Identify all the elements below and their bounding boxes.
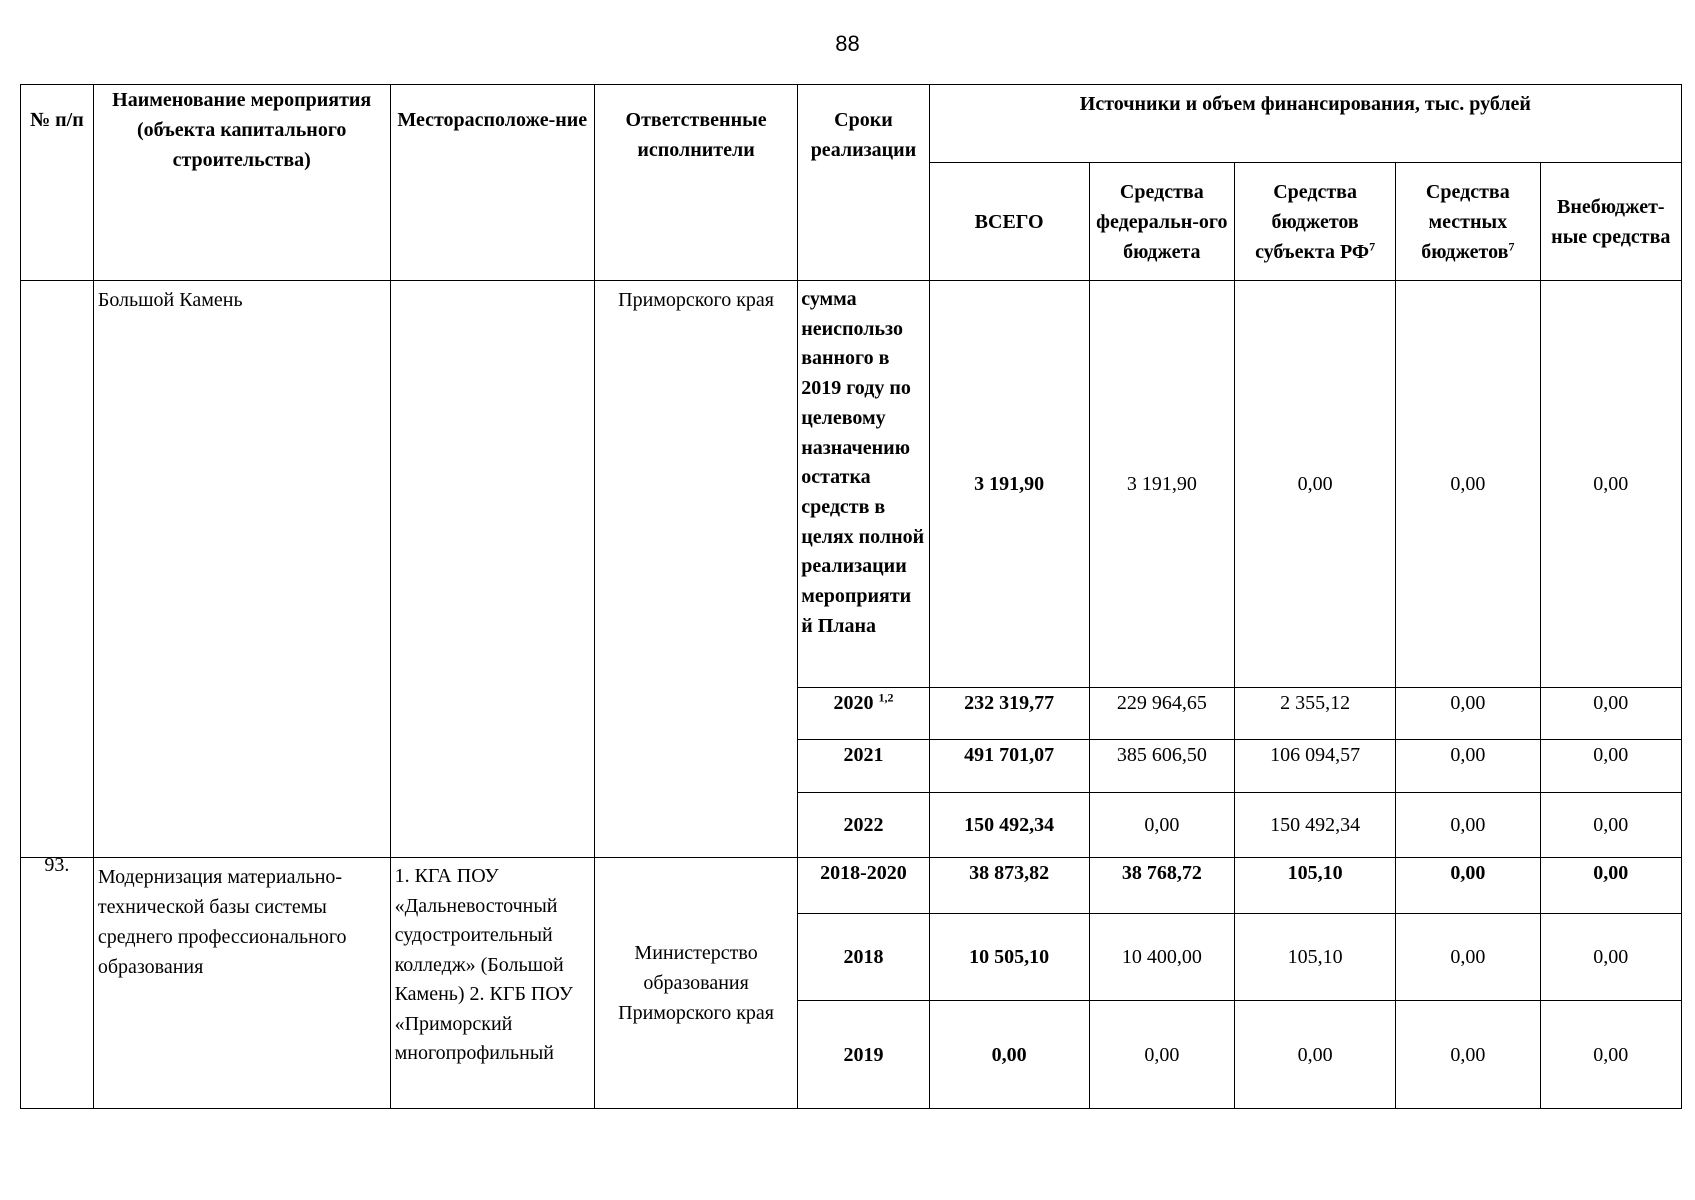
section1-location — [390, 281, 594, 858]
term-cell: сумма неиспользо ванного в 2019 году по целевому назначению остатка средств в целях полной реализации мероприяти й Плана — [798, 281, 930, 688]
header-federal: Средства федеральн-ого бюджета — [1089, 163, 1235, 281]
financing-table — [20, 84, 1682, 1109]
header-name: Наименование мероприятия (объекта капитального строительства) — [93, 85, 390, 281]
extra-cell: 0,00 — [1540, 281, 1681, 688]
header-location: Месторасположе-ние — [390, 85, 594, 281]
total-cell: 3 191,90 — [929, 281, 1089, 688]
term-cell: 2018-2020 — [798, 858, 930, 914]
federal-cell: 0,00 — [1089, 793, 1235, 858]
subject-cell: 150 492,34 — [1235, 793, 1396, 858]
total-cell: 10 505,10 — [929, 914, 1089, 1001]
section1-responsible: Приморского края — [594, 281, 797, 858]
local-cell: 0,00 — [1396, 1001, 1541, 1109]
header-no: № п/п — [21, 85, 94, 281]
term-cell: 2022 — [798, 793, 930, 858]
total-cell: 150 492,34 — [929, 793, 1089, 858]
total-cell: 0,00 — [929, 1001, 1089, 1109]
term-cell: 2018 — [798, 914, 930, 1001]
page-number: 88 — [835, 31, 860, 56]
subject-cell: 0,00 — [1235, 281, 1396, 688]
section2-responsible: Министерство образования Приморского края — [594, 858, 797, 1109]
total-cell: 232 319,77 — [929, 688, 1089, 740]
local-cell: 0,00 — [1396, 740, 1541, 793]
local-cell: 0,00 — [1396, 281, 1541, 688]
term-cell: 2019 — [798, 1001, 930, 1109]
section2-name: Модернизация материально-технической базы системы среднего профессионального образования — [93, 858, 390, 1109]
header-terms: Сроки реализации — [798, 85, 930, 281]
local-cell: 0,00 — [1396, 793, 1541, 858]
total-cell: 38 873,82 — [929, 858, 1089, 914]
header-total: ВСЕГО — [929, 163, 1089, 281]
local-cell: 0,00 — [1396, 914, 1541, 1001]
header-subject: Средства бюджетов субъекта $РФ^7$ — [1235, 163, 1396, 281]
total-cell: 491 701,07 — [929, 740, 1089, 793]
extra-cell: 0,00 — [1540, 858, 1681, 914]
term-cell: 2021 — [798, 740, 930, 793]
extra-cell: 0,00 — [1540, 914, 1681, 1001]
subject-cell: 105,10 — [1235, 858, 1396, 914]
subject-cell: 105,10 — [1235, 914, 1396, 1001]
extra-cell: 0,00 — [1540, 688, 1681, 740]
extra-cell: 0,00 — [1540, 740, 1681, 793]
section2-location: 1. КГА ПОУ «Дальневосточный судостроительный колледж» (Большой Камень) 2. КГБ ПОУ «Приморский многопрофильный — [390, 858, 594, 1109]
local-cell: 0,00 — [1396, 858, 1541, 914]
subject-cell: 2 355,12 — [1235, 688, 1396, 740]
federal-cell: 385 606,50 — [1089, 740, 1235, 793]
federal-cell: 10 400,00 — [1089, 914, 1235, 1001]
term-cell: 2020 $^{1,2}$ — [798, 688, 930, 740]
subject-cell: 0,00 — [1235, 1001, 1396, 1109]
section1-name: Большой Камень — [93, 281, 390, 858]
section1-no — [21, 281, 94, 858]
extra-cell: 0,00 — [1540, 1001, 1681, 1109]
header-financing: Источники и объем финансирования, тыс. рублей — [929, 85, 1681, 163]
federal-cell: 3 191,90 — [1089, 281, 1235, 688]
header-local: Средства местных бюджетов$^7$ — [1396, 163, 1541, 281]
subject-cell: 106 094,57 — [1235, 740, 1396, 793]
federal-cell: 0,00 — [1089, 1001, 1235, 1109]
local-cell: 0,00 — [1396, 688, 1541, 740]
row-number: 93. — [21, 858, 94, 1109]
federal-cell: 229 964,65 — [1089, 688, 1235, 740]
extra-cell: 0,00 — [1540, 793, 1681, 858]
header-extra: Внебюджет-ные средства — [1540, 163, 1681, 281]
federal-cell: 38 768,72 — [1089, 858, 1235, 914]
header-responsible: Ответственные исполнители — [594, 85, 797, 281]
